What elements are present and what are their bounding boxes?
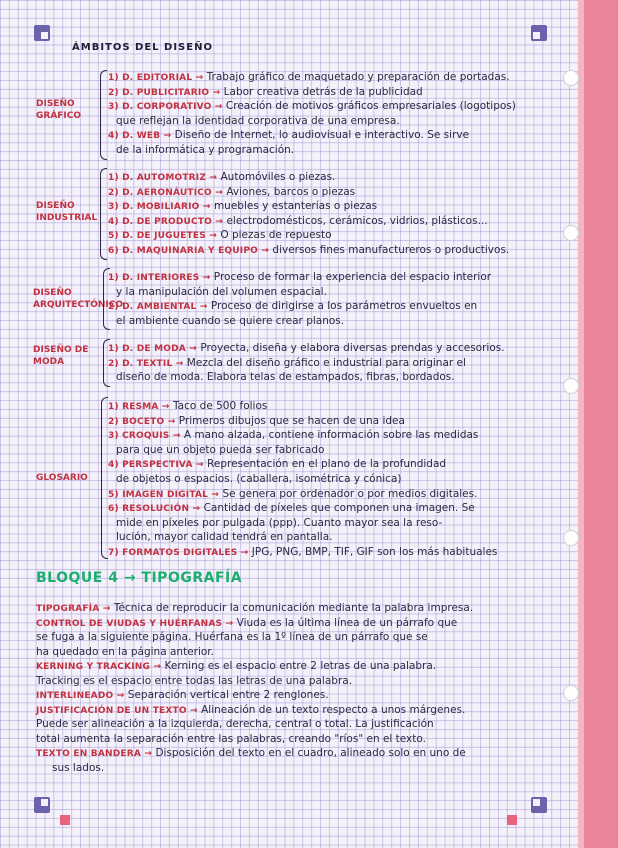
typography-line [36,601,473,616]
note-line-glosario [108,457,446,472]
term-definition: lución, mayor calidad tendrá en pantalla. [116,531,333,544]
term-definition: que reflejan la identidad corporativa de una empresa. [116,114,400,127]
note-line-glosario [108,545,497,560]
term-heading: 2) D. TEXTIL → [108,358,184,369]
term-definition: se fuga a la siguiente página. Huérfana es la 1º línea de un párrafo que se [36,631,428,643]
corner-mark-icon [34,797,50,813]
term-definition: Tracking es el espacio entre todas las letras de una palabra. [36,674,353,687]
page-title: ÁMBITOS DEL DISEÑO [72,42,213,53]
term-heading: 2) D. AERONÁUTICO → [108,187,223,198]
note-line-arquitectonico [116,285,327,299]
term-definition: muebles y estanterías o piezas [210,200,378,213]
term-definition: de la informática y programación. [116,144,295,156]
term-heading: 5) IMAGEN DIGITAL → [108,489,220,500]
term-heading: JUSTIFICACIÓN DE UN TEXTO → [36,705,198,716]
term-heading: TEXTO EN BANDERA → [36,749,153,759]
term-heading: 1) D. DE MODA → [108,344,198,354]
block-heading: BLOQUE 4 → TIPOGRAFÍA [36,570,243,586]
typography-line [36,674,352,688]
term-definition: Diseño de Internet, lo audiovisual e interactivo. Se sirve [171,129,470,142]
note-line-industrial [108,170,335,185]
binder-hole-icon [563,530,579,546]
term-heading: 1) D. EDITORIAL → [108,73,204,83]
typography-line [36,645,214,659]
term-definition: y la manipulación del volumen espacial. [116,285,327,298]
note-line-glosario [108,428,478,443]
pink-square-icon [60,815,70,825]
note-line-arquitectonico [116,314,344,328]
group-brace [101,397,108,559]
term-heading: INTERLINEADO → [36,691,125,701]
term-definition: Automóviles o piezas. [217,171,336,183]
section-label-arquitectonico: DISEÑO ARQUITECTÓNICO [33,288,124,310]
page-edge [584,0,618,848]
note-line-grafico [108,85,423,100]
term-heading: 3) D. MOBILIARIO → [108,202,211,213]
note-line-industrial [108,185,355,200]
typography-line [36,659,436,674]
typography-line [36,717,434,731]
term-definition: Disposición del texto en el cuadro, alineado solo en uno de [152,747,466,759]
note-line-glosario [108,501,475,516]
note-line-grafico [108,128,469,143]
term-definition: Primeros dibujos que se hacen de una idea [175,414,405,427]
term-definition: JPG, PNG, BMP, TIF, GIF son los más habituales [248,546,498,558]
term-heading: 7) FORMATOS DIGITALES → [108,548,249,558]
note-line-industrial [108,214,488,229]
note-line-glosario [108,399,267,414]
term-definition: Separación vertical entre 2 renglones. [124,689,329,701]
note-line-glosario [116,516,442,530]
note-line-glosario [116,443,324,457]
note-line-industrial [108,243,509,258]
binder-hole-icon [563,685,579,701]
term-definition: Trabajo gráfico de maquetado y preparación de portadas. [203,71,510,83]
pink-square-icon [507,815,517,825]
typography-line [36,732,426,746]
term-definition: Labor creativa detrás de la publicidad [220,85,423,98]
term-definition: Proceso de dirigirse a los parámetros envueltos en [207,300,478,313]
typography-line [36,616,457,631]
term-heading: 4) D. DE PRODUCTO → [108,216,224,227]
term-definition: Kerning es el espacio entre 2 letras de una palabra. [161,660,437,672]
note-line-moda [116,370,455,384]
note-line-industrial [108,228,332,243]
section-label-glosario: GLOSARIO [36,473,88,483]
term-heading: 2) BOCETO → [108,416,176,427]
note-line-glosario [116,530,332,544]
note-line-grafico [116,114,400,128]
term-heading: 3) D. CORPORATIVO → [108,102,223,113]
note-line-glosario [108,414,405,429]
term-heading: 2) D. PUBLICITARIO → [108,87,221,98]
term-heading: 6) RESOLUCIÓN → [108,504,201,515]
note-line-glosario [116,472,401,486]
group-brace [100,168,107,260]
typography-line [36,688,329,703]
binder-hole-icon [563,378,579,394]
term-definition: Mezcla del diseño gráfico e industrial para originar el [183,356,466,369]
term-definition: Representación en el plano de la profundidad [203,458,447,471]
binder-hole-icon [563,225,579,241]
term-definition: A mano alzada, contiene información sobre las medidas [180,429,479,442]
term-definition: Proceso de formar la experiencia del espacio interior [210,271,492,283]
term-definition: Puede ser alineación a la izquierda, derecha, central o total. La justificación [36,718,434,730]
term-definition: O piezas de repuesto [217,229,332,242]
term-heading: TIPOGRAFÍA → [36,604,111,614]
term-definition: Creación de motivos gráficos empresariales (logotipos) [222,100,516,113]
term-heading: KERNING Y TRACKING → [36,662,162,672]
note-line-grafico [108,99,516,114]
term-definition: el ambiente cuando se quiere crear planos. [116,314,345,327]
corner-mark-icon [34,25,50,41]
note-line-grafico [116,143,294,157]
note-line-grafico [108,70,510,85]
term-heading: CONTROL DE VIUDAS Y HUÉRFANAS → [36,618,234,629]
typography-line [36,703,465,718]
term-definition: Taco de 500 folios [169,400,268,412]
section-label-grafico: DISEÑO GRÁFICO [36,99,82,121]
note-line-moda [108,356,466,371]
term-definition: mide en píxeles por pulgada (ppp). Cuanto mayor sea la reso- [116,516,443,529]
term-definition: para que un objeto pueda ser fabricado [116,443,325,456]
term-definition: diversos fines manufactureros o productivos. [269,244,510,256]
corner-mark-icon [531,797,547,813]
term-definition: Aviones, barcos o piezas [222,185,356,198]
term-definition: diseño de moda. Elabora telas de estampados, fibras, bordados. [116,371,455,384]
term-heading: 5) D. DE JUGUETES → [108,231,218,242]
typography-line [52,761,104,775]
term-heading: 3) CROQUIS → [108,431,181,442]
group-brace [100,70,107,160]
term-definition: Alineación de un texto respecto a unos márgenes. [197,703,466,716]
typography-line [36,746,466,761]
term-definition: ha quedado en la página anterior. [36,645,214,658]
note-line-industrial [108,199,377,214]
term-definition: Técnica de reproducir la comunicación mediante la palabra impresa. [110,602,474,614]
term-heading: 1) D. INTERIORES → [108,273,211,283]
term-heading: 4) D. WEB → [108,131,172,142]
term-definition: sus lados. [52,761,105,774]
term-heading: 1) D. AUTOMOTRIZ → [108,173,218,183]
binder-hole-icon [563,70,579,86]
term-definition: Se genera por ordenador o por medios digitales. [219,487,478,500]
term-heading: 6) D. MAQUINARIA Y EQUIPO → [108,246,270,256]
term-heading: 4) PERSPECTIVA → [108,460,204,471]
term-heading: 1) RESMA → [108,402,170,412]
note-line-arquitectonico [108,299,477,314]
note-line-arquitectonico [108,270,491,285]
term-definition: total aumenta la separación entre las palabras, creando "ríos" en el texto. [36,732,426,745]
term-definition: electrodomésticos, cerámicos, vidrios, plásticos... [223,214,488,227]
term-definition: de objetos o espacios. (caballera, isométrica y cónica) [116,473,402,485]
note-line-glosario [108,487,477,502]
term-heading: 2) D. AMBIENTAL → [108,302,208,313]
note-line-moda [108,341,505,356]
typography-line [36,630,428,644]
section-label-moda: DISEÑO DE MODA [33,345,89,367]
term-definition: Viuda es la última línea de un párrafo que [233,616,458,629]
term-definition: Proyecta, diseña y elabora diversas prendas y accesorios. [197,342,505,354]
term-definition: Cantidad de píxeles que componen una imagen. Se [200,502,475,515]
corner-mark-icon [531,25,547,41]
section-label-industrial: DISEÑO INDUSTRIAL [36,201,98,223]
